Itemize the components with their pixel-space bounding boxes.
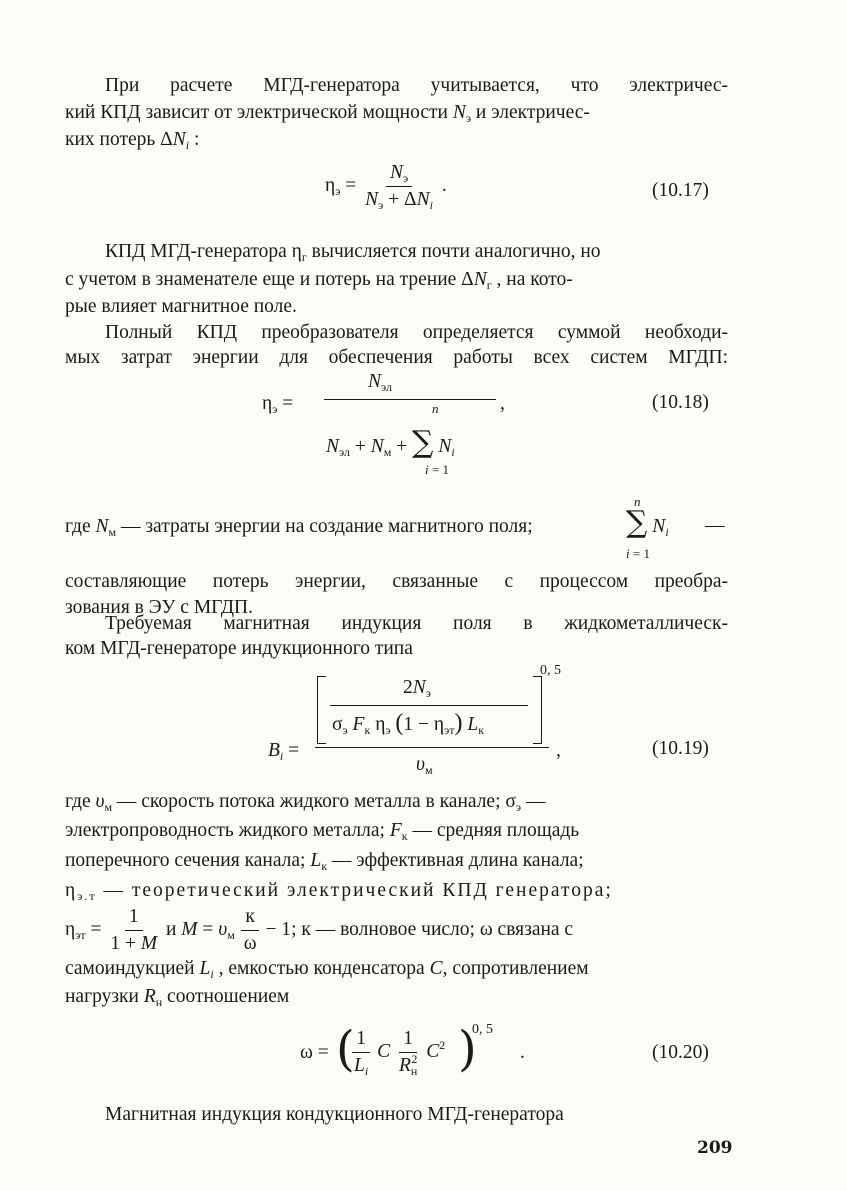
text-line: $\eta_{э.т}$ — теоретический электрический КПД генератора; (65, 880, 613, 903)
period: . (520, 1042, 525, 1063)
text-line: составляющие потерь энергии, связанные с процессом преобра- (65, 571, 728, 592)
equation-10-19-lhs: $B_i$ = (268, 740, 300, 763)
equation-10-20-body: $\frac{1}{L_i}$ C $\frac{1}{R_н^2}$ $C^2$ (354, 1028, 446, 1078)
sum-inline: ∑ $N_i$ (626, 505, 669, 540)
equation-10-19-inner-numerator: $2N_э$ (403, 677, 431, 700)
left-bracket (317, 676, 326, 744)
right-paren: ) (458, 1021, 477, 1077)
text-line: Полный КПД преобразователя определяется суммой необходи- (105, 322, 728, 343)
fraction-bar (324, 399, 496, 400)
dash: — (705, 515, 725, 536)
sum-lower-limit: i = 1 (626, 546, 650, 561)
text-line: ком МГД-генераторе индукционного типа (65, 638, 413, 659)
equation-number: (10.19) (652, 738, 709, 759)
equation-10-19-inner-denominator: $\sigma_э$ $F_к$ $\eta_э$ $(1 - \eta_{эт})$ $L_к$ (332, 710, 485, 737)
text-line: где $N_м$ — затраты энергии на создание магнитного поля; (65, 516, 533, 539)
sum-upper-limit: n (634, 494, 641, 509)
equation-10-17: $\eta_э$ = $\frac{N_э}{N_э + \Delta N_i}$ . (325, 162, 447, 212)
eta-et-formula: $\eta_{эт}$ = $\frac{1}{1 + M}$ и $M = \upsilon_м$ $\frac{к}{\omega}$ − 1; к — волновое число; ω связана с (65, 906, 574, 954)
text-line: где $\upsilon_м$ — скорость потока жидкого металла в канале; $\sigma_э$ — (65, 791, 546, 814)
equation-10-20-lhs: ω = (300, 1042, 329, 1063)
text-line: Магнитная индукция кондукционного МГД-генератора (105, 1104, 564, 1125)
equation-number: (10.17) (652, 180, 709, 201)
exponent: 0, 5 (540, 663, 561, 678)
text-line: ких потерь $\Delta N_i$ : (65, 129, 200, 152)
sum-upper-limit: n (432, 401, 439, 416)
equation-10-19-denominator: $\upsilon_м$ (416, 754, 433, 777)
text-line: При расчете МГД-генератора учитывается, что электричес- (105, 75, 728, 96)
sum-lower-limit: i = 1 (425, 462, 449, 477)
comma: , (556, 740, 561, 761)
exponent: 0, 5 (472, 1022, 493, 1037)
right-bracket (533, 676, 542, 744)
text-line: КПД МГД-генератора $\eta_г$ вычисляется почти аналогично, но (105, 241, 601, 264)
equation-10-18-lhs: $\eta_э$ = (262, 393, 294, 416)
text-line: зования в ЭУ с МГДП. (65, 597, 253, 618)
text-line: электропроводность жидкого металла; $F_к$ — средняя площадь (65, 820, 580, 843)
text-line: кий КПД зависит от электрической мощности $N_э$ и электричес- (65, 102, 590, 125)
comma: , (500, 393, 505, 414)
text-line: мых затрат энергии для обеспечения работы всех систем МГДП: (65, 347, 728, 368)
fraction-bar (330, 705, 528, 706)
text-line: рые влияет магнитное поле. (65, 296, 297, 317)
text-line: нагрузки $R_н$ соотношением (65, 986, 290, 1009)
equation-number: (10.18) (652, 392, 709, 413)
fraction-bar-main (315, 747, 549, 748)
text-line: самоиндукцией $L_i$ , емкостью конденсатора C, сопротивлением (65, 958, 589, 981)
text-line: Требуемая магнитная индукция поля в жидкометаллическ- (105, 613, 728, 634)
equation-10-18-denominator: $N_{эл} + N_м$ + ∑ $N_i$ (326, 425, 455, 460)
left-paren: ( (336, 1021, 355, 1077)
equation-number: (10.20) (652, 1042, 709, 1063)
equation-10-18-numerator: $N_{эл}$ (368, 371, 392, 394)
page-number: 209 (697, 1138, 733, 1158)
text-line: поперечного сечения канала; $L_к$ — эффективная длина канала; (65, 850, 584, 873)
text-line: с учетом в знаменателе еще и потерь на трение $\Delta N_г$ , на кото- (65, 269, 573, 292)
